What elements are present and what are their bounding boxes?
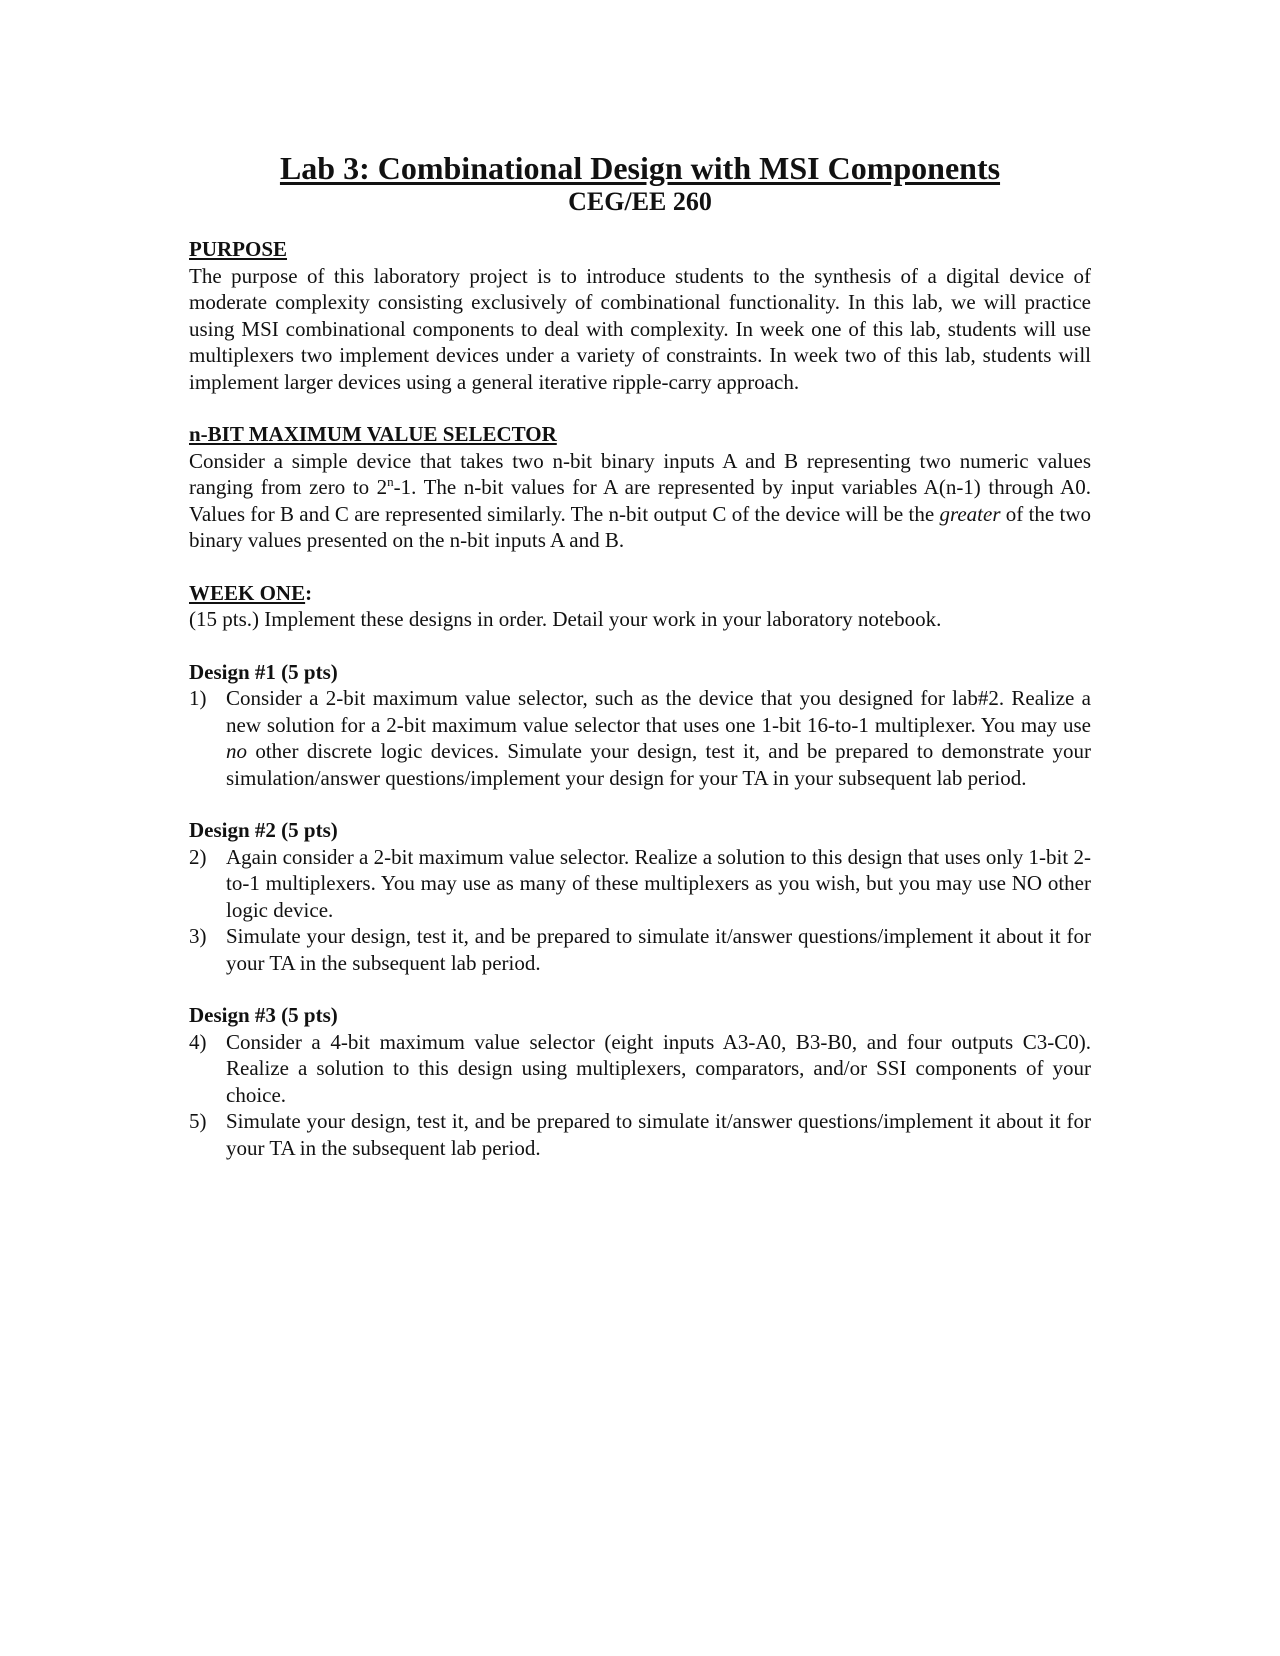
purpose-section xyxy=(189,236,1091,395)
list-item-text-part-1: Consider a 2-bit maximum value selector, such as the device that you designed for lab#2. Realize a new solution for a 2-bit maximum value selector that uses one 1-bit 16-to-1 multiplexer. You may use xyxy=(226,686,1091,737)
week-one-text: (15 pts.) Implement these designs in order. Detail your work in your laboratory notebook. xyxy=(189,607,942,631)
document-page xyxy=(189,150,1091,1187)
design1-list xyxy=(189,685,1091,791)
purpose-text: The purpose of this laboratory project is to introduce students to the synthesis of a digital device of moderate complexity consisting exclusively of combinational functionality. In this lab, we will practice using MSI combinational components to deal with complexity. In week one of this lab, students will use multiplexers two implement devices under a variety of constraints. In week two of this lab, students will implement larger devices using a general iterative ripple-carry approach. xyxy=(189,263,1091,394)
week-one-heading-text: WEEK ONE xyxy=(189,580,306,605)
list-item xyxy=(189,685,1091,791)
design2-heading: Design #2 (5 pts) xyxy=(189,818,338,842)
design3-heading: Design #3 (5 pts) xyxy=(189,1003,338,1027)
list-item-text: Simulate your design, test it, and be prepared to simulate it/answer questions/implement it about it for your TA in the subsequent lab period. xyxy=(226,1109,1091,1160)
design1-section xyxy=(189,659,1091,792)
course-code: CEG/EE 260 xyxy=(568,187,712,216)
list-item-number: 3) xyxy=(189,924,207,948)
list-item-text: Simulate your design, test it, and be prepared to simulate it/answer questions/implement it about it for your TA in the subsequent lab period. xyxy=(226,924,1091,975)
list-item-text-part-2: other discrete logic devices. Simulate your design, test it, and be prepared to demonstrate your simulation/answer questions/implement your design for your TA in your subsequent lab period. xyxy=(226,739,1091,790)
selector-text-part-2: -1. The n-bit values for A are represented by input variables A(n-1) through A0. Values for B and C are represented similarly. The n-bit output C of the device will be the xyxy=(189,475,1091,526)
week-one-heading xyxy=(189,580,1091,607)
page-title xyxy=(189,150,1091,186)
design3-list xyxy=(189,1029,1091,1162)
design2-section xyxy=(189,817,1091,976)
selector-text-part-3: of the two binary values presented on the n-bit inputs A and B. xyxy=(189,501,1091,552)
design3-section xyxy=(189,1002,1091,1161)
selector-section xyxy=(189,421,1091,554)
list-item xyxy=(189,844,1091,924)
week-one-heading-suffix: : xyxy=(305,580,313,605)
design2-list xyxy=(189,844,1091,977)
selector-superscript: n xyxy=(387,474,394,489)
week-one-section xyxy=(189,580,1091,633)
selector-emphasis: greater xyxy=(939,501,1001,526)
list-item xyxy=(189,1029,1091,1109)
design1-heading: Design #1 (5 pts) xyxy=(189,659,338,684)
list-item-number: 2) xyxy=(189,844,207,869)
list-item xyxy=(189,923,1091,976)
list-item-text: Again consider a 2-bit maximum value selector. Realize a solution to this design that uses only 1-bit 2-to-1 multiplexers. You may use as many of these multiplexers as you wish, but you may use NO other logic device. xyxy=(226,844,1091,922)
selector-text xyxy=(189,448,1091,554)
list-item-number: 1) xyxy=(189,686,207,710)
page-title-text: Lab 3: Combinational Design with MSI Components xyxy=(279,150,1001,186)
selector-heading: n-BIT MAXIMUM VALUE SELECTOR xyxy=(189,422,557,446)
purpose-heading: PURPOSE xyxy=(189,237,288,261)
list-item xyxy=(189,1108,1091,1161)
list-item-number: 5) xyxy=(189,1109,207,1133)
selector-text-part-1: Consider a simple device that takes two n-bit binary inputs A and B representing two numeric values ranging from zero to 2 xyxy=(189,448,1091,499)
list-item-number: 4) xyxy=(189,1029,207,1054)
list-item-emphasis: no xyxy=(226,739,247,763)
list-item-text: Consider a 4-bit maximum value selector (eight inputs A3-A0, B3-B0, and four outputs C3-C0). Realize a solution to this design using multiplexers, comparators, and/or SSI components of your choice. xyxy=(226,1029,1091,1107)
